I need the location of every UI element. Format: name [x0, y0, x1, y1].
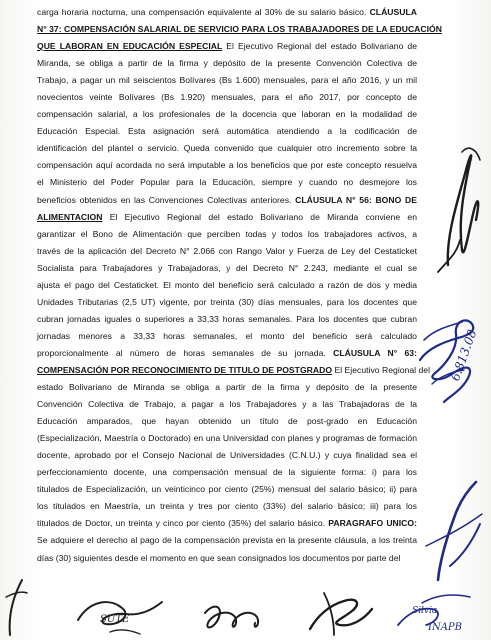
text-line [37, 4, 417, 21]
text-line [37, 515, 417, 532]
text-line [37, 345, 417, 362]
bold-text-segment: CLÁUSULA [369, 7, 417, 17]
text-line [37, 396, 417, 413]
text-segment: Educación Especial. Esta asignación será automática atendiendo a la codificación de [37, 126, 417, 137]
text-segment: proporcionalmente al número de horas semanales de su jornada. [37, 347, 334, 358]
signature-right-bottom [420, 470, 490, 590]
bold-text-segment: COMPENSACIÓN POR RECONOCIMIENTO DE TITULO DE POSTGRADO [37, 364, 333, 375]
text-segment: jornadas menores a 33,33 horas semanales, el monto del beneficio será calculado [37, 330, 417, 341]
text-segment: compensación salarial, a los profesionales de la docencia que laboran en la modalidad de [37, 109, 417, 120]
signature-right-middle [414, 300, 490, 410]
bold-text-segment: ALIMENTACION [37, 211, 103, 222]
text-segment: perfeccionamiento docente, una compensación mensual de la siguiente forma: i) para los [37, 467, 417, 478]
text-line [37, 328, 417, 345]
text-line [37, 532, 417, 549]
text-line [37, 447, 417, 464]
signature-right-top [418, 140, 488, 280]
text-line [37, 311, 417, 328]
text-line [37, 260, 417, 277]
bold-text-segment: PARAGRAFO UNICO: [328, 518, 417, 529]
text-line [37, 243, 417, 260]
text-segment: Convención Colectiva de Trabajo, a pagar a los Trabajadores y a las Trabajadoras de la [37, 399, 417, 410]
text-segment: días (30) siguientes desde el momento en que sean consignados los documentos por parte del [37, 552, 401, 563]
text-segment: garantizar el Bono de Alimentación que perciben todas y todos los trabajadores activos, a [37, 228, 417, 239]
document-body-text [37, 4, 442, 567]
text-segment: Miranda, se obliga a partir de la firma y depósito de la presente Convención Colectiva de [37, 58, 417, 69]
text-line [37, 174, 417, 191]
text-segment: ajusta el pago del Cestaticket. El monto del beneficio será calculado a razón de dos y media [37, 279, 417, 290]
text-segment: novecientos veinte Bolívares (Bs 1.920) mensuales, para el año 2017, por concepto de [37, 92, 417, 103]
text-segment: titulados de Especialización, un veinticinco por ciento (25%) mensual del salario básico; ii) para [37, 484, 417, 495]
text-line [37, 55, 417, 72]
text-line [37, 294, 417, 311]
text-line [37, 209, 417, 226]
text-segment: el Ministerio del Poder Popular para la Educación, siempre y cuando no desmejore los [37, 177, 417, 188]
text-segment: Socialista para Trabajadores y Trabajadoras, y del Decreto N° 2.243, mediante el cual se [37, 262, 417, 273]
text-segment: docente, aprobado por el Consejo Nacional de Universidades (C.N.U.) y cuya finalidad sea el [37, 450, 417, 461]
text-line [37, 498, 417, 515]
bold-text-segment: CLÁUSULA N° 63: [333, 347, 417, 358]
text-line [37, 277, 417, 294]
text-segment: titulados de Doctor, un treinta y cinco por ciento (35%) del salario básico. [37, 518, 329, 529]
margin-id-number: 6.813.08 [448, 327, 480, 383]
text-line [37, 413, 417, 430]
text-segment: Educación amparados, que hayan obtenido un título de post-grado en Educación [37, 416, 417, 427]
text-line [37, 464, 417, 481]
margin-mark-left [0, 575, 30, 640]
text-line [37, 123, 417, 140]
text-segment: compensación aquí acordada no será imputable a los beneficios que por este concepto resuelva [37, 160, 417, 171]
text-line [37, 89, 417, 106]
text-segment: El Ejecutivo Regional del estado Bolivariano de [222, 41, 418, 52]
text-segment: El Ejecutivo Regional del [332, 364, 431, 375]
text-segment: (Especialización, Maestría o Doctorado) en una Universidad con planes y programas de formación [37, 433, 417, 444]
bottom-note-right-2: INAPB [428, 622, 462, 633]
bold-text-segment: QUE LABORAN EN EDUCACIÓN ESPECIAL [37, 41, 223, 52]
text-segment: través de la aplicación del Decreto N° 2.066 con Rango Valor y Fuerza de Ley del Cestaticket [37, 245, 417, 256]
text-line [37, 550, 417, 567]
text-line [37, 72, 417, 89]
text-segment: Trabajo, a pagar un mil seiscientos Bolívares (Bs 1.600) mensuales, para el año 2016, y un mil [37, 75, 417, 86]
text-line [37, 140, 417, 157]
text-line [37, 379, 417, 396]
text-line [37, 430, 417, 447]
text-line [37, 481, 417, 498]
text-segment: estado Bolivariano de Miranda se obliga a partir de la firma y depósito de la presente [37, 382, 417, 393]
text-segment: Unidades Tributarias (2,5 UT) vigente, por treinta (30) días mensuales, para los docentes que [37, 296, 417, 307]
signature-bottom-2 [195, 595, 275, 640]
text-segment: identificación del plantel o servicio. Queda convenido que cualquier otro incremento sobre la [37, 143, 417, 154]
bold-text-segment: N° 37: COMPENSACIÓN SALARIAL DE SERVICIO PARA LOS TRABAJADORES DE LA EDUCACIÓN [37, 24, 442, 35]
text-line [37, 106, 417, 123]
signature-bottom-3 [300, 585, 380, 640]
text-segment: carga horaria nocturna, una compensación equivalente al 30% de su salario básico. [37, 7, 370, 17]
text-line [37, 157, 417, 174]
text-segment: Se adquiere el derecho al pago de la compensación prevista en la presente cláusula, a los treinta [37, 535, 417, 546]
bottom-note-right-1: Silvia [412, 606, 438, 616]
text-line [37, 362, 431, 379]
text-line [37, 226, 417, 243]
text-segment: beneficios obtenidos en las Convenciones Colectivas anteriores. [37, 194, 296, 205]
text-segment: los titulados en Maestría, un treinta y tres por ciento (33%) del salario básico; iii) para los [37, 501, 417, 512]
text-line [37, 192, 417, 209]
text-segment: cubran jornadas iguales o superiores a 33,33 horas semanales. Para los docentes que cubran [37, 313, 417, 324]
text-line [37, 21, 442, 38]
text-segment: El Ejecutivo Regional del estado Bolivariano de Miranda conviene en [102, 211, 417, 222]
bottom-note-left: SUTE [100, 614, 130, 625]
bold-text-segment: CLÁUSULA N° 56: BONO DE [295, 194, 417, 205]
text-line [37, 38, 417, 55]
